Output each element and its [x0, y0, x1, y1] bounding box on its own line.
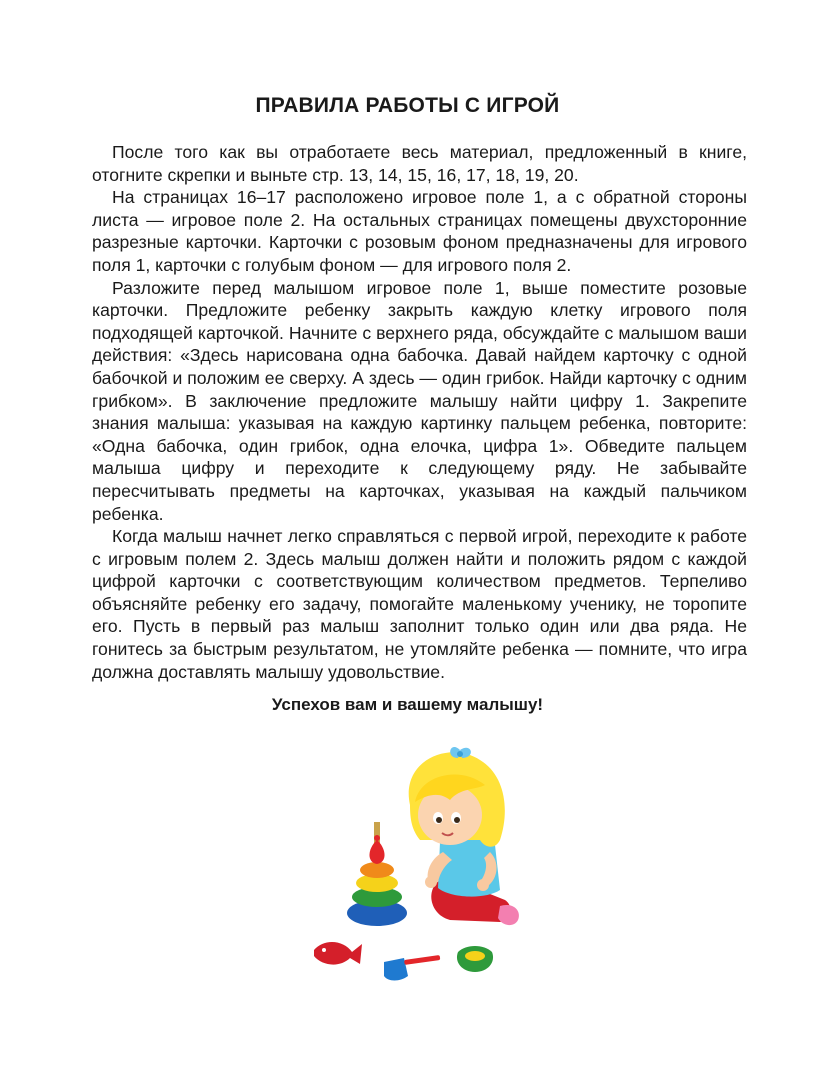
paragraph-3: Разложите перед малышом игровое поле 1, выше поместите розовые карточки. Предложите ребенку закрыть каждую клетку игрового поля подходящей карточкой. Начните с верхнего ряда, обсуждайте с малышом ваши действия: «Здесь нарисована одна бабочка. Давай найдем карточку с одной бабочкой и положим ее сверху. А здесь — один грибок. Найди карточку с одним грибком». В заключение предложите малышу найти цифру 1. Закрепите знания малыша: указывая на каждую картинку пальцем ребенка, повторите: «Одна бабочка, один грибок, одна елочка, цифра 1». Обведите пальцем малыша цифру и переходите к следующему ряду. Не забывайте пересчитывать предметы на карточках, указывая на каждый пальчиком ребенка. — [92, 277, 747, 524]
girl-with-toys-illustration — [300, 730, 540, 1000]
fish-toy-icon — [314, 942, 362, 965]
paragraph-1: После того как вы отработаете весь материал, предложенный в книге, отогните скрепки и выньте стр. 13, 14, 15, 16, 17, 18, 19, 20. — [92, 142, 747, 185]
paragraph-2: На страницах 16–17 расположено игровое поле 1, а с обратной стороны листа — игровое поле 2. На остальных страницах помещены двухсторонние разрезные карточки. Карточки с розовым фоном предназначены для игрового поля 1, карточки с голубым фоном — для игрового поля 2. — [92, 187, 747, 275]
paragraph-4: Когда малыш начнет легко справляться с первой игрой, переходите к работе с игровым полем 2. Здесь малыш должен найти и положить рядом с каждой цифрой карточки с соответствующим количеством предметов. Терпеливо объясняйте ребенку его задачу, помогайте маленькому ученику, не торопите его. Пусть в первый раз малыш заполнит только один или два ряда. Не гонитесь за быстрым результатом, не утомляйте ребенка — помните, что игра должна доставлять малышу удовольствие. — [92, 526, 747, 682]
pyramid-toy-icon — [347, 822, 407, 926]
shovel-toy-icon — [384, 955, 440, 981]
girl-icon — [409, 747, 519, 925]
page-title: ПРАВИЛА РАБОТЫ С ИГРОЙ — [255, 94, 560, 117]
mold-toy-icon — [457, 946, 493, 972]
body-text — [92, 141, 747, 683]
closing-wish: Успехов вам и вашему малышу! — [271, 695, 544, 714]
